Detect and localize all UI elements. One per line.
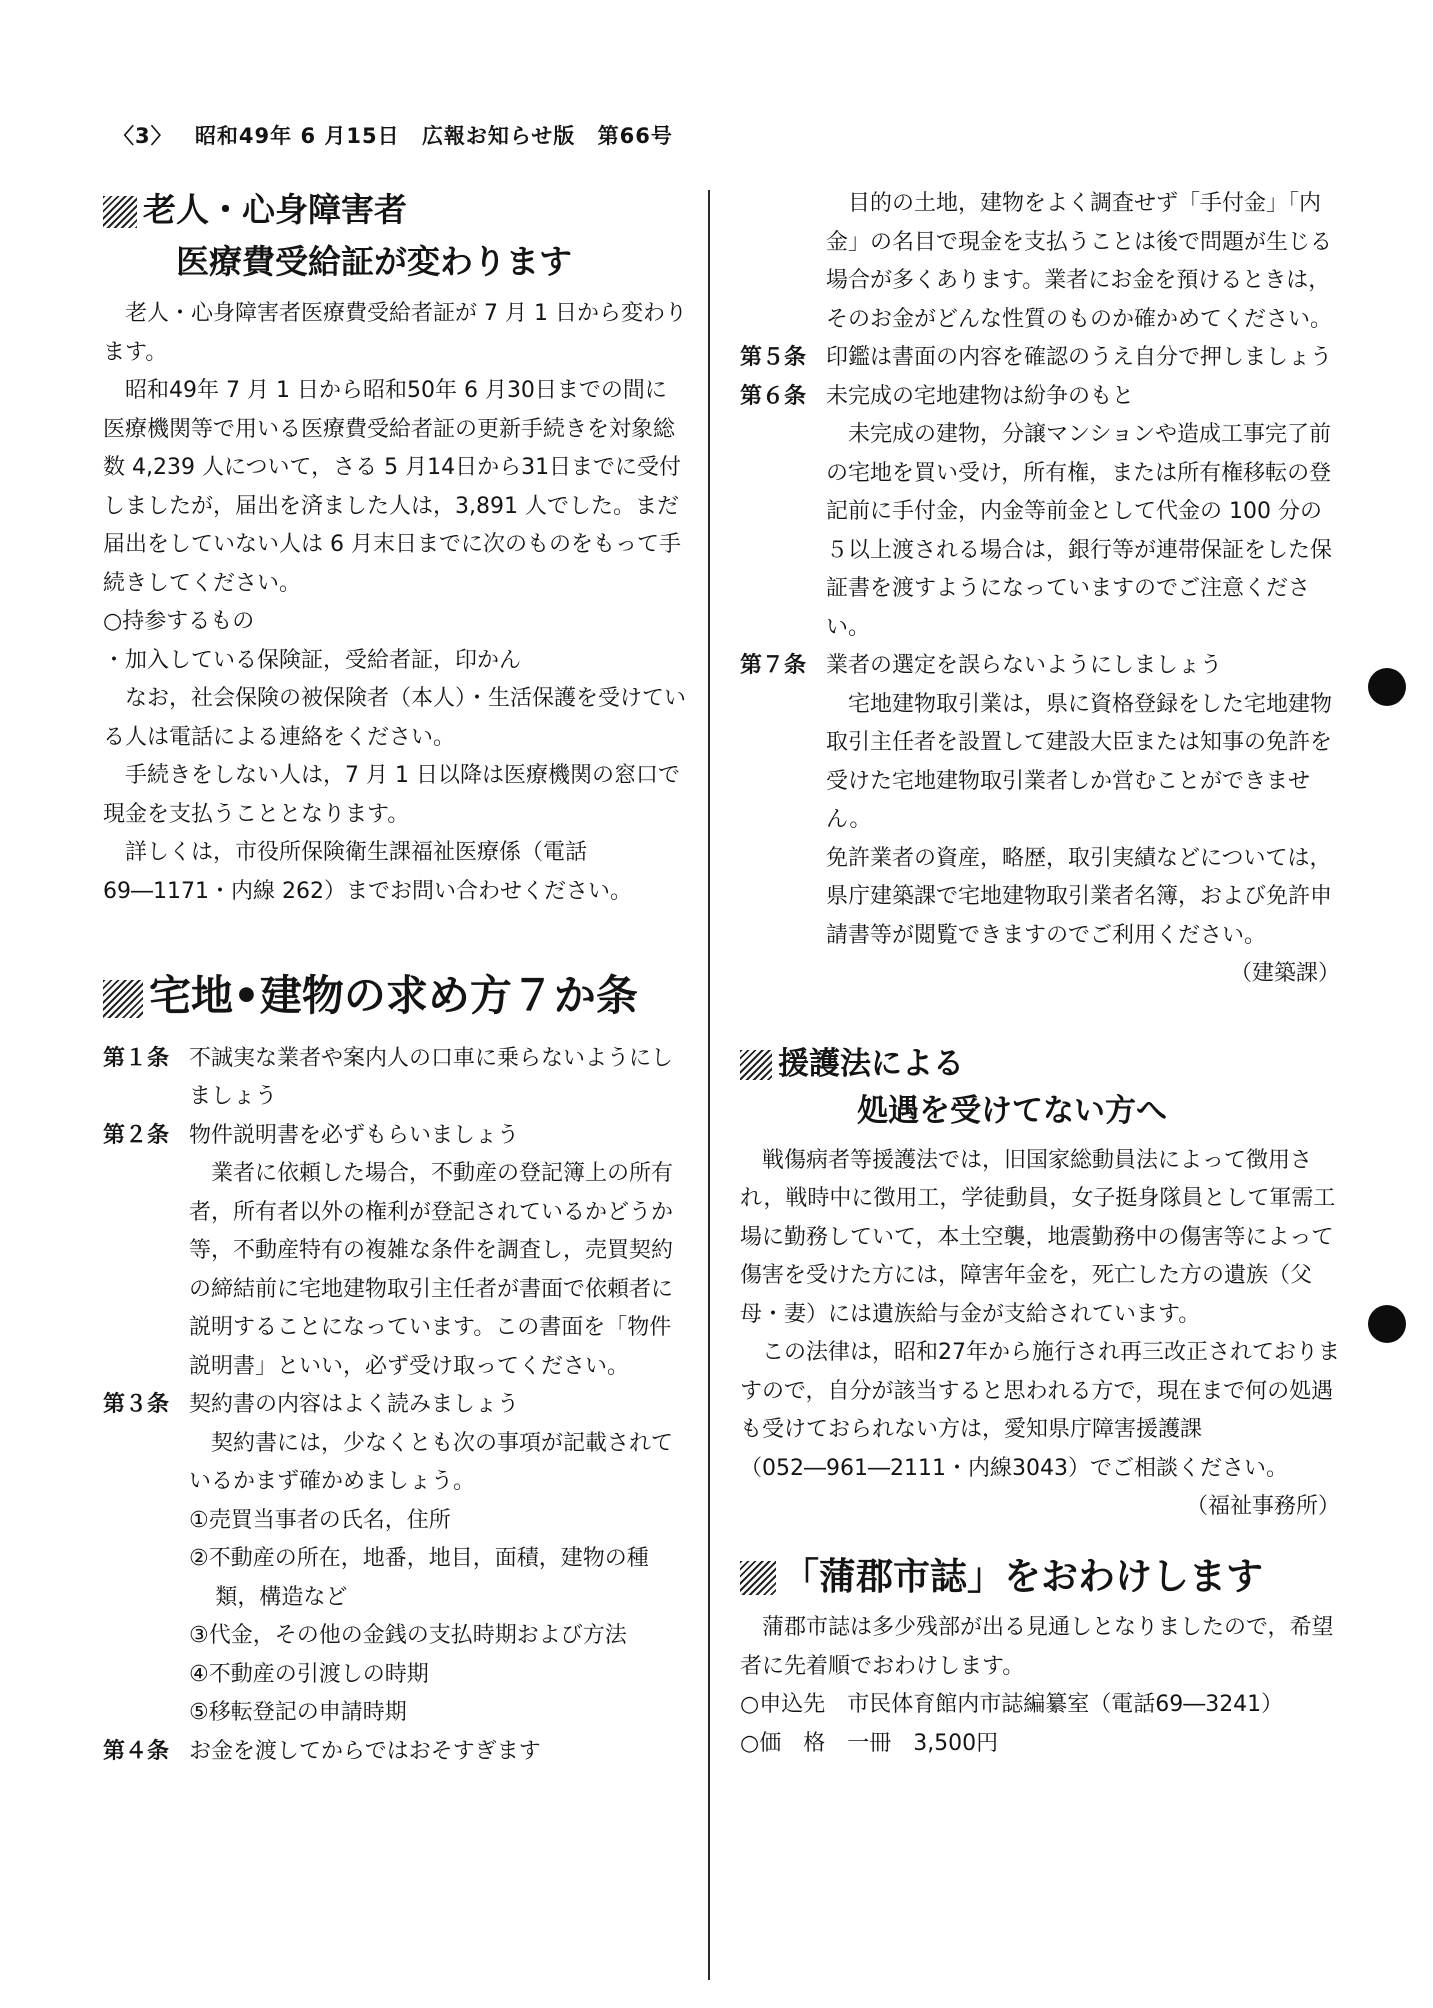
article-subtitle: 医療費受給証が変わります [176, 241, 572, 281]
clause-heading: 物件説明書を必ずもらいましょう [189, 1122, 520, 1148]
clause-heading: 契約書の内容はよく読みましょう [189, 1392, 520, 1418]
clause-label: 第１条 [103, 1045, 170, 1071]
page-number: 〈3〉 [113, 124, 173, 148]
article-paragraph: この法律は，昭和27年から施行され再三改正されておりますので，自分が該当すると思われる方で，現在まで何の処遇も受けておられない方は，愛知県庁障害援護課（052―961―2111・内線3043）でご相談ください。 [740, 1340, 1340, 1481]
article-clause [740, 339, 1340, 378]
clause-label: 第５条 [740, 345, 807, 370]
article-paragraph: 昭和49年 7 月 1 日から昭和50年 6 月30日までの間に医療機関等で用いる医療費受給者証の更新手続きを対象総数 4,239 人について，さる 5 月14日から31日までに受付しましたが，届出を済ました人は，3,891 人でした。まだ届出をしていない人は 6 月末日までに次のものをもって手続きしてください。 [103, 378, 682, 596]
article-clause [740, 378, 1340, 417]
article-paragraph: 戦傷病者等援護法では，旧国家総動員法によって徴用され，戦時中に徴用工，学徒動員，女子挺身隊員として軍需工場に勤務していて，本土空襲，地震勤務中の傷害等によって傷害を受けた方には，障害年金を，死亡した方の遺族（父母・妻）には遺族給与金が支給されています。 [740, 1147, 1336, 1327]
page-header [113, 120, 687, 150]
article-paragraph: 詳しくは，市役所保険衛生課福祉医療係（電話69―1171・内線 262）までお問い合わせください。 [103, 840, 632, 904]
article-title [103, 190, 688, 230]
clause-label: 第４条 [103, 1738, 170, 1764]
article-paragraph: 老人・心身障害者医療費受給者証が 7 月 1 日から変わります。 [103, 301, 687, 365]
clause-label: 第６条 [740, 383, 807, 409]
article-clause [103, 1386, 688, 1425]
clause-label: 第３条 [103, 1392, 170, 1418]
article-paragraph: なお，社会保険の被保険者（本人）・生活保護を受けている人は電話による連絡をください。 [103, 686, 687, 750]
article-medical-certificate [103, 190, 688, 911]
binding-hole-mark [1368, 668, 1406, 706]
binding-hole-mark [1368, 1305, 1406, 1343]
right-column [740, 185, 1340, 1763]
source-note: （建築課） [1229, 961, 1340, 986]
list-item: ④不動産の引渡しの時期 [189, 1661, 429, 1687]
apply-info: ○申込先 市民体育館内市誌編纂室（電話69―3241） [740, 1692, 1284, 1718]
clause-label: 第２条 [103, 1122, 170, 1148]
clause-body: 免許業者の資産，略歴，取引実績などについては，県庁建築課で宅地建物取引業者名簿，および免許申請書等が閲覧できますのでご利用ください。 [826, 845, 1333, 948]
clause-body: 宅地建物取引業は，県に資格登録をした宅地建物取引主任者を設置して建設大臣または知事の免許を受けた宅地建物取引業者しか営むことができません。 [826, 691, 1333, 832]
clause-body: 業者に依頼した場合，不動産の登記簿上の所有者，所有者以外の権利が登記されているかどうか等，不動産特有の複雑な条件を調査し，売買契約の締結前に宅地建物取引主任者が書面で依頼者に説明することになっています。この書面を「物件説明書」といい，必ず受け取ってください。 [189, 1161, 674, 1379]
article-subtitle: 処遇を受けてない方へ [857, 1092, 1167, 1129]
list-item: ②不動産の所在，地番，地目，面積，建物の種類，構造など [189, 1546, 649, 1610]
article-real-estate [103, 971, 688, 1771]
clause-body: 契約書には，少なくとも次の事項が記載されているかまず確かめましょう。 [189, 1430, 674, 1495]
hatch-icon [740, 1050, 772, 1080]
article-clause [103, 1040, 688, 1117]
publication-name: 広報お知らせ版 [421, 124, 576, 148]
source-note: （福祉事務所） [1185, 1494, 1340, 1520]
items-list: ・加入している保険証，受給者証，印かん [103, 647, 522, 673]
article-title [740, 1555, 1340, 1599]
hatch-icon [103, 196, 137, 228]
article-clause [740, 647, 1340, 686]
clause-label: 第７条 [740, 653, 807, 678]
article-paragraph: 手続きをしない人は，7 月 1 日以降は医療機関の窓口で現金を支払うこととなります。 [103, 763, 680, 827]
clause-body-continued: 目的の土地，建物をよく調査せず「手付金」「内金」の名目で現金を支払うことは後で問題が生じる場合が多くあります。業者にお金を預けるときは，そのお金がどんな性質のものか確かめてください。 [826, 191, 1333, 332]
clause-heading: 不誠実な業者や案内人の口車に乗らないようにしましょう [189, 1045, 674, 1110]
article-city-history [740, 1555, 1340, 1763]
clause-heading: 業者の選定を誤らないようにしましょう [826, 653, 1223, 678]
list-item: ⑤移転登記の申請時期 [189, 1700, 407, 1726]
article-clause [103, 1733, 688, 1772]
clause-heading: 印鑑は書面の内容を確認のうえ自分で押しましょう [826, 345, 1333, 370]
article-title [740, 1046, 1340, 1083]
left-column [103, 185, 688, 1771]
clause-items [103, 1502, 688, 1733]
list-item: ①売買当事者の氏名，住所 [189, 1507, 451, 1533]
column-divider [708, 190, 710, 1980]
article-clause [103, 1117, 688, 1156]
article-title-text: 宅地•建物の求め方７か条 [149, 971, 638, 1021]
items-heading: ○持参するもの [103, 609, 255, 635]
article-title-line1: 老人・心身障害者 [143, 190, 407, 229]
issue-number: 第66号 [597, 124, 673, 148]
article-title-text: 「蒲郡市誌」をおわけします [782, 1554, 1263, 1598]
price-info: ○価 格 一冊 3,500円 [740, 1730, 999, 1756]
article-title [103, 971, 688, 1021]
clause-body: 未完成の建物，分譲マンションや造成工事完了前の宅地を買い受け，所有権，または所有権移転の登記前に手付金，内金等前金として代金の 100 分の５以上渡される場合は，銀行等が連帯保証をした保証書を渡すようになっていますのでご注意ください。 [826, 422, 1333, 640]
hatch-icon [103, 980, 143, 1018]
publication-date: 昭和49年 6 月15日 [194, 124, 400, 148]
article-war-relief [740, 1046, 1340, 1527]
article-paragraph: 蒲郡市誌は多少残部が出る見通しとなりましたので，希望者に先着順でおわけします。 [740, 1615, 1334, 1679]
clause-heading: 未完成の宅地建物は紛争のもと [826, 383, 1135, 409]
hatch-icon [740, 1561, 776, 1595]
clause-heading: お金を渡してからではおそすぎます [189, 1738, 541, 1764]
list-item: ③代金，その他の金銭の支払時期および方法 [189, 1623, 627, 1649]
article-title-line1: 援護法による [778, 1045, 964, 1082]
